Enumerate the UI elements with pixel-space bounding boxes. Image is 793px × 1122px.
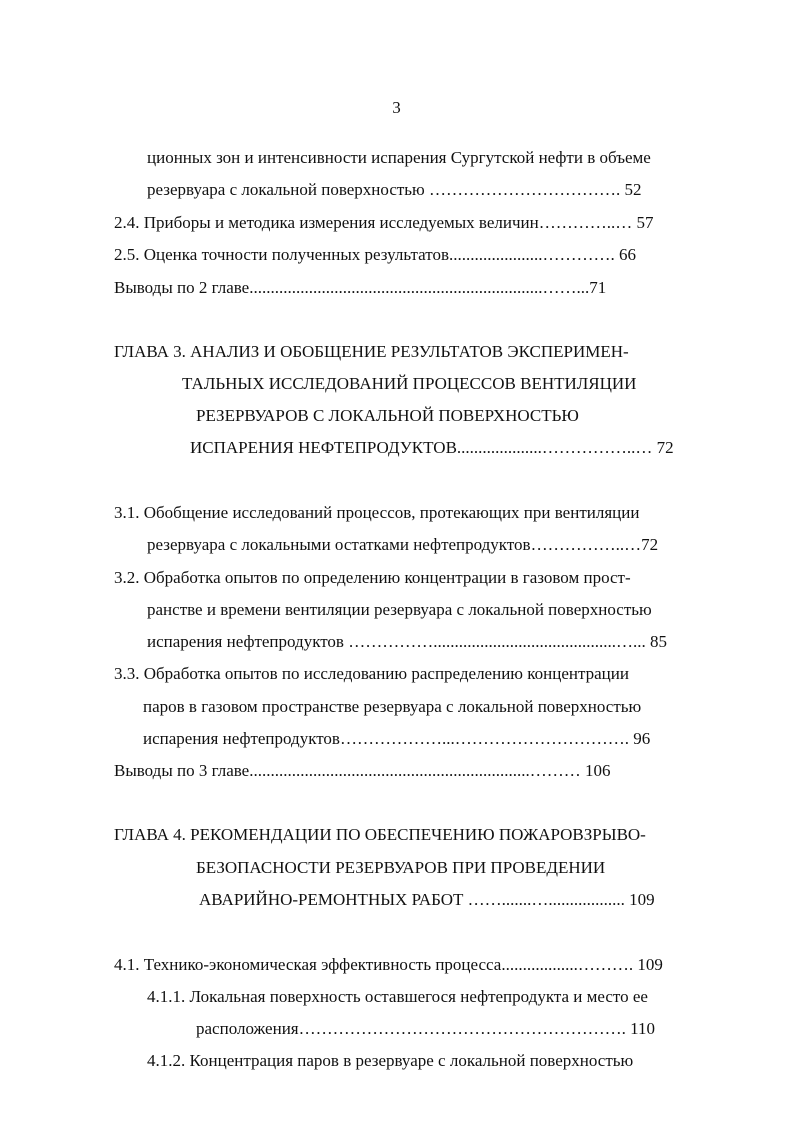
chapter-3-heading: ГЛАВА 3. АНАЛИЗ И ОБОБЩЕНИЕ РЕЗУЛЬТАТОВ ЭКСПЕРИМЕН- [114, 342, 629, 361]
chapter-4-heading: ГЛАВА 4. РЕКОМЕНДАЦИИ ПО ОБЕСПЕЧЕНИЮ ПОЖАРОВЗРЫВО- [114, 825, 646, 844]
toc-line: резервуара с локальными остатками нефтепродуктов……………..…72 [147, 535, 659, 554]
page-number: 3 [392, 98, 401, 117]
toc-entry-3-2: 3.2. Обработка опытов по определению концентрации в газовом прост- [114, 568, 631, 587]
toc-entry-4-1-2: 4.1.2. Концентрация паров в резервуаре с локальной поверхностью [147, 1051, 634, 1070]
chapter-3-heading-cont: РЕЗЕРВУАРОВ С ЛОКАЛЬНОЙ ПОВЕРХНОСТЬЮ [196, 406, 579, 425]
toc-line: расположения…………………………………………………. 110 [196, 1019, 655, 1038]
toc-line: ранстве и времени вентиляции резервуара с локальной поверхностью [147, 600, 652, 619]
toc-line: ционных зон и интенсивности испарения Сургутской нефти в объеме [147, 148, 651, 167]
toc-entry-3-3: 3.3. Обработка опытов по исследованию распределению концентрации [114, 664, 629, 683]
chapter-3-heading-cont: ТАЛЬНЫХ ИССЛЕДОВАНИЙ ПРОЦЕССОВ ВЕНТИЛЯЦИИ [182, 374, 637, 393]
toc-entry-4-1-1: 4.1.1. Локальная поверхность оставшегося нефтепродукта и место ее [147, 987, 648, 1006]
toc-conclusions-ch2: Выводы по 2 главе.....................................................................……...71 [114, 278, 607, 297]
toc-line: испарения нефтепродуктов………………...…………………………. 96 [143, 729, 651, 748]
chapter-4-heading-cont: БЕЗОПАСНОСТИ РЕЗЕРВУАРОВ ПРИ ПРОВЕДЕНИИ [196, 858, 606, 877]
toc-entry-2-4: 2.4. Приборы и методика измерения исследуемых величин…………..… 57 [114, 213, 654, 232]
toc-conclusions-ch3: Выводы по 3 главе..................................................................……… 106 [114, 761, 611, 780]
toc-entry-3-1: 3.1. Обобщение исследований процессов, протекающих при вентиляции [114, 503, 640, 522]
toc-entry-4-1: 4.1. Технико-экономическая эффективность процесса..................………. 109 [114, 955, 663, 974]
toc-line: испарения нефтепродуктов ……………...........................................…... 85 [147, 632, 667, 651]
toc-entry-2-5: 2.5. Оценка точности полученных результатов......................…………. 66 [114, 245, 636, 264]
toc-line: резервуара с локальной поверхностью ……………………………. 52 [147, 180, 642, 199]
chapter-4-heading-cont: АВАРИЙНО-РЕМОНТНЫХ РАБОТ …….......….................. 109 [199, 890, 655, 909]
toc-line: паров в газовом пространстве резервуара с локальной поверхностью [143, 697, 642, 716]
chapter-3-heading-cont: ИСПАРЕНИЯ НЕФТЕПРОДУКТОВ....................……………..… 72 [190, 438, 674, 457]
